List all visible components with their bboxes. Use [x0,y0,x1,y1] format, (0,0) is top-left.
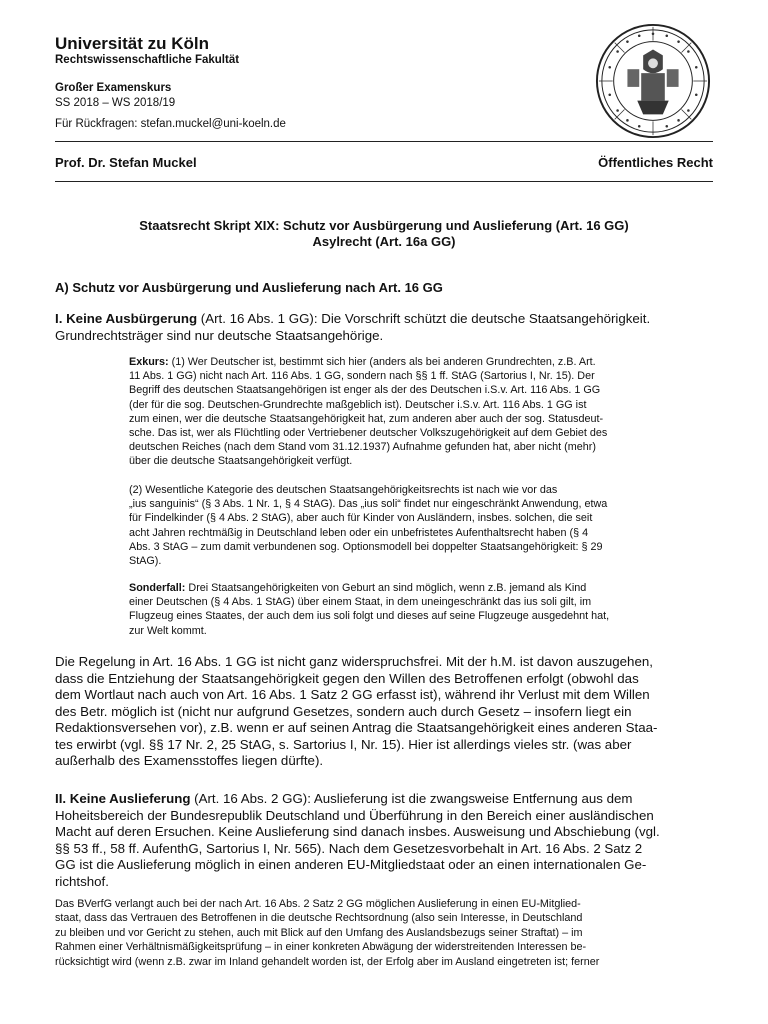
text-line: Flugzeug eines Staates, der auch dem ius soli folgt und dieses auf seine Flugzeuge ausgedehnt hat, [129,610,610,623]
text-line: außerhalb des Examensstoffes liegen dürfte). [55,753,324,768]
text-line: deutschen Reiches (nach dem Stand vom 31.12.1937) Aufnahme gefunden hat, aber nicht (mehr) [129,441,596,454]
text-line: (1) Wer Deutscher ist, bestimmt sich hier (anders als bei anderen Grundrechten, z.B. Art. [168,356,596,368]
bverfg-paragraph [55,897,715,969]
text-line: Redaktionsversehen vor), z.B. wenn er auf seinen Antrag die Staatsangehörigkeit eines anderen Staa- [55,720,658,735]
subject-name: Öffentliches Recht [598,155,713,170]
text-line: Die Regelung in Art. 16 Abs. 1 GG ist nicht ganz widerspruchsfrei. Mit der h.M. ist davon auszugehen, [55,654,653,669]
text-line: zu bleiben und vor Gericht zu stehen, auch mit Blick auf den Umfang des Auslandsbezugs seiner Straftat) – im [55,926,583,939]
section-a-heading: A) Schutz vor Ausbürgerung und Auslieferung nach Art. 16 GG [55,280,443,295]
text-line: acht Jahren rechtmäßig in Deutschland leben oder ein unbefristetes Aufenthaltsrecht haben (§ 4 [129,526,589,539]
text-line: einer Deutschen (§ 4 Abs. 1 StAG) über einem Staat, in dem uneingeschränkt das ius soli gilt, im [129,596,592,609]
text-line: Grundrechtsträger sind nur deutsche Staatsangehörige. [55,327,384,343]
text-line: für Findelkinder (§ 4 Abs. 2 StAG), aber auch für Kinder von Ausländern, insbes. solchen, die seit [129,512,593,525]
contact-info: Für Rückfragen: stefan.muckel@uni-koeln.de [55,118,286,130]
course-name: Großer Examenskurs [55,82,172,94]
document-title: Staatsrecht Skript XIX: Schutz vor Ausbürgerung und Auslieferung (Art. 16 GG) [139,218,629,233]
section-2-paragraph [55,791,715,890]
exkurs-paragraph [129,355,694,469]
lecturer-name: Prof. Dr. Stefan Muckel [55,155,197,170]
regelung-paragraph [55,654,715,770]
text-line: rücksichtigt wird (wenn z.B. zwar im Inland gehandelt worden ist, der Erfolg aber im Ausland eingetreten ist; ferner [55,955,600,968]
header-divider [55,141,713,142]
text-line: zum einen, wer die deutsche Staatsangehörigkeit hat, zum anderen aber auch der sog. Statusdeut- [129,412,604,425]
text-line: Macht auf deren Ersuchen. Keine Auslieferung sind danach insbes. Ausweisung und Abschiebung (vgl. [55,824,660,839]
text-line: (Art. 16 Abs. 1 GG): Die Vorschrift schützt die deutsche Staatsangehörigkeit. [197,311,651,326]
text-line: dass die Entziehung der Staatsangehörigkeit gegen den Willen des Betroffenen erfolgt (obwohl das [55,670,639,686]
faculty-name: Rechtswissenschaftliche Fakultät [55,54,240,66]
text-line: „ius sanguinis“ (§ 3 Abs. 1 Nr. 1, § 4 StAG). Das „ius soli“ findet nur eingeschränkt Anwendung, etwa [129,498,608,511]
lecturer-divider [55,181,713,182]
text-line: tes erwirbt (vgl. §§ 17 Nr. 2, 25 StAG, s. Sartorius I, Nr. 15). Hier ist allerdings vieles str. (was aber [55,736,632,752]
text-line: richtshof. [55,873,109,889]
text-line: staat, dass das Vertrauen des Betroffenen in die deutsche Rechtsordnung (also sein Interesse, in Deutschland [55,912,583,925]
text-line: sche. Das ist, wer als Flüchtling oder Vertriebener deutscher Volkszugehörigkeit auf dem Gebiet des [129,427,608,440]
section-1-paragraph [55,311,715,344]
sonderfall-label: Sonderfall: [129,582,186,594]
text-line: Abs. 3 StAG – zum damit verbundenen sog. Optionsmodell bei doppelter Staatsangehörigkeit: § 29 [129,540,603,553]
text-line: (Art. 16 Abs. 2 GG): Auslieferung ist die zwangsweise Entfernung aus dem [190,791,633,806]
text-line: (der für die sog. Deutschen-Grundrechte maßgeblich ist). Deutscher i.S.v. Art. 116 Abs. 1 GG ist [129,398,587,411]
text-line: zur Welt kommt. [129,624,207,637]
text-line: des Betr. möglich ist (nicht nur aufgrund Gesetzes, sondern auch durch Gesetz – insofern liegt ein [55,703,632,719]
text-line: GG ist die Auslieferung möglich in einen anderen EU-Mitgliedstaat oder an einen internationalen Ge- [55,857,647,872]
semester-info: SS 2018 – WS 2018/19 [55,97,176,109]
text-line: dem Wortlaut nach auch von Art. 16 Abs. 1 Satz 2 GG erfasst ist), während ihr Verlust mit dem Willen [55,687,650,702]
exkurs-label: Exkurs: [129,356,169,368]
text-line: über die deutsche Staatsangehörigkeit verfügt. [129,455,353,468]
university-name: Universität zu Köln [55,34,209,53]
document-subtitle: Asylrecht (Art. 16a GG) [312,234,456,249]
text-line: (2) Wesentliche Kategorie des deutschen Staatsangehörigkeitsrechts ist nach wie vor das [129,484,558,496]
exkurs-paragraph-2 [129,483,694,568]
text-line: Drei Staatsangehörigkeiten von Geburt an sind möglich, wenn z.B. jemand als Kind [185,582,587,594]
university-seal-icon [594,22,712,140]
text-line: Rahmen einer Verhältnismäßigkeitsprüfung – in einer konkreten Abwägung der widerstreitenden Interessen be- [55,941,587,954]
sonderfall-paragraph [129,581,694,638]
text-line: Das BVerfG verlangt auch bei der nach Art. 16 Abs. 2 Satz 2 GG möglichen Auslieferung in einen EU-Mitglied- [55,898,581,910]
text-line: §§ 53 ff., 58 ff. AufenthG, Sartorius I, Nr. 565). Nach dem Gesetzesvorbehalt in Art. 16 Abs. 2 Satz 2 [55,840,643,856]
text-line: Begriff des deutschen Staatsangehörigen ist enger als der des Deutschen i.S.v. Art. 116 Abs. 1 GG [129,384,601,397]
section-2-heading: II. Keine Auslieferung [55,791,191,806]
text-line: 11 Abs. 1 GG) nicht nach Art. 116 Abs. 1 GG, sondern nach §§ 1 ff. StAG (Sartorius I, Nr. 15). Der [129,370,595,383]
text-line: StAG). [129,555,162,568]
section-1-heading: I. Keine Ausbürgerung [55,311,198,326]
text-line: Hoheitsbereich der Bundesrepublik Deutschland und Überführung in den Bereich einer ausländischen [55,807,654,823]
